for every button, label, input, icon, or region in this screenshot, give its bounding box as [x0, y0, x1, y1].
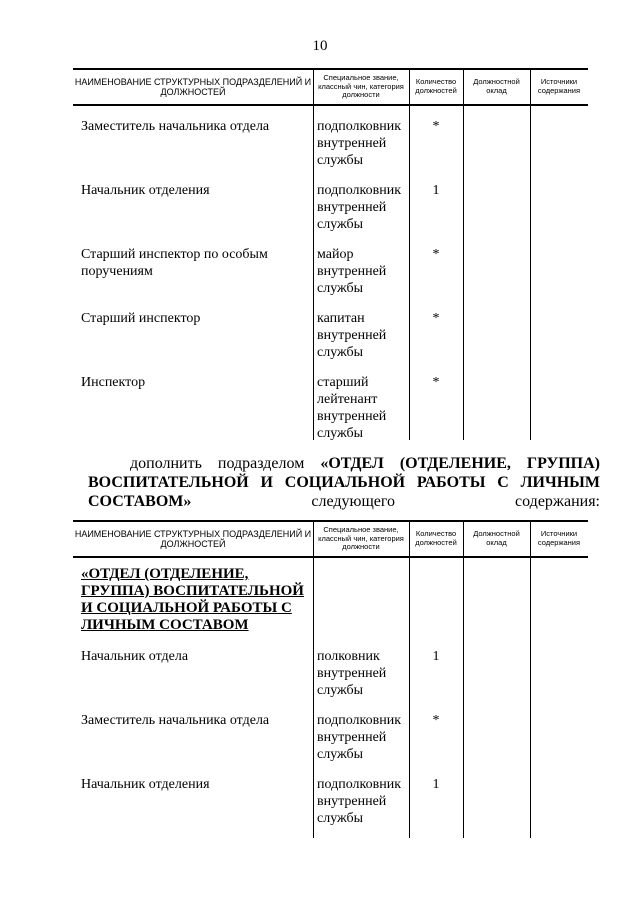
staffing-table-1: [73, 68, 588, 440]
column-divider: [313, 520, 314, 838]
amendment-paragraph: [88, 454, 600, 511]
paragraph-tail: следующего содержания:: [311, 493, 600, 510]
position-name: Старший инспектор: [81, 311, 201, 326]
position-name: Инспектор: [81, 375, 146, 390]
position-qty: *: [432, 713, 440, 728]
position-rank: подполковник внутренней службы: [317, 777, 401, 826]
position-qty: *: [432, 311, 440, 326]
header-salary: Должностной оклад: [473, 529, 520, 547]
header-sources: Источники содержания: [537, 529, 581, 547]
page-number: 10: [312, 38, 328, 54]
position-qty: *: [432, 119, 440, 134]
position-name: Заместитель начальника отдела: [81, 119, 270, 134]
column-divider: [463, 68, 464, 440]
column-divider: [313, 68, 314, 440]
position-name: Начальник отдела: [81, 649, 189, 664]
column-divider: [530, 68, 531, 440]
position-qty: 1: [432, 777, 440, 792]
header-name: НАИМЕНОВАНИЕ СТРУКТУРНЫХ ПОДРАЗДЕЛЕНИЙ И ДОЛЖНОСТЕЙ: [74, 528, 312, 549]
position-rank: полковник внутренней службы: [317, 649, 387, 698]
column-divider: [530, 520, 531, 838]
header-qty: Количество должностей: [415, 77, 457, 95]
position-rank: майор внутренней службы: [317, 247, 387, 296]
position-qty: *: [432, 375, 440, 390]
section-title: «ОТДЕЛ (ОТДЕЛЕНИЕ, ГРУППА) ВОСПИТАТЕЛЬНОЙ И СОЦИАЛЬНОЙ РАБОТЫ С ЛИЧНЫМ СОСТАВОМ: [81, 566, 304, 633]
table-header: [73, 68, 588, 106]
position-qty: 1: [432, 183, 440, 198]
header-name: НАИМЕНОВАНИЕ СТРУКТУРНЫХ ПОДРАЗДЕЛЕНИЙ И ДОЛЖНОСТЕЙ: [74, 76, 312, 97]
header-rank: Специальное звание, классный чин, категория должности: [318, 73, 404, 100]
position-qty: 1: [432, 649, 440, 664]
position-rank: старший лейтенант внутренней службы: [317, 375, 387, 441]
header-qty: Количество должностей: [415, 529, 457, 547]
position-name: Старший инспектор по особым поручениям: [81, 247, 268, 279]
paragraph-lead: дополнить подразделом: [130, 455, 305, 472]
position-rank: подполковник внутренней службы: [317, 119, 401, 168]
header-rank: Специальное звание, классный чин, категория должности: [318, 525, 404, 552]
paragraph-subsection-title: «ОТДЕЛ (ОТДЕЛЕНИЕ, ГРУППА) ВОСПИТАТЕЛЬНОЙ И СОЦИАЛЬНОЙ РАБОТЫ С ЛИЧНЫМ СОСТАВОМ»: [88, 455, 600, 510]
position-rank: подполковник внутренней службы: [317, 713, 401, 762]
position-qty: *: [432, 247, 440, 262]
header-sources: Источники содержания: [537, 77, 581, 95]
position-name: Начальник отделения: [81, 183, 210, 198]
table-header: [73, 520, 588, 558]
header-salary: Должностной оклад: [473, 77, 520, 95]
staffing-table-2: [73, 520, 588, 838]
position-rank: капитан внутренней службы: [317, 311, 387, 360]
position-name: Заместитель начальника отдела: [81, 713, 270, 728]
position-rank: подполковник внутренней службы: [317, 183, 401, 232]
column-divider: [463, 520, 464, 838]
position-name: Начальник отделения: [81, 777, 210, 792]
